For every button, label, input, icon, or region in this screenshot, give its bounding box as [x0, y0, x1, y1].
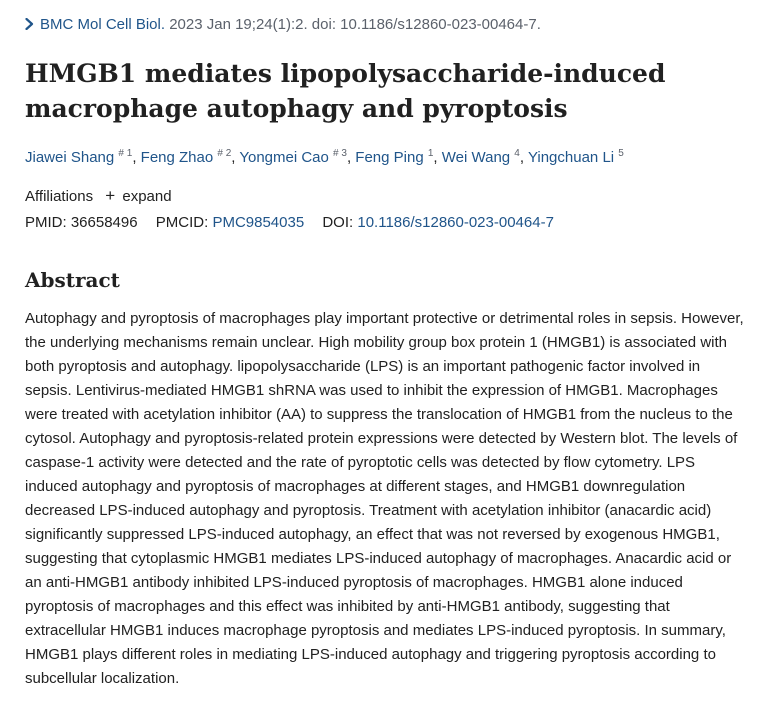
pmcid-label: PMCID:: [155, 214, 209, 231]
affiliations-toggle[interactable]: [25, 184, 172, 209]
identifiers: [25, 211, 554, 235]
journal-link[interactable]: BMC Mol Cell Biol.: [40, 16, 166, 33]
author-link[interactable]: Feng Zhao: [140, 149, 214, 166]
author-separator: ,: [519, 149, 528, 166]
author-link[interactable]: Wei Wang: [441, 149, 511, 166]
pmid-value: 36658496: [70, 214, 138, 231]
author-separator: ,: [346, 149, 356, 166]
author-affiliation-sup[interactable]: # 1: [118, 148, 133, 159]
author-affiliation-sup[interactable]: 1: [427, 148, 434, 159]
affiliations-label: Affiliations: [25, 188, 94, 205]
chevron-right-icon[interactable]: [25, 15, 34, 35]
plus-icon[interactable]: +: [105, 186, 116, 205]
author-affiliation-sup[interactable]: # 3: [333, 148, 347, 159]
author-link[interactable]: Yongmei Cao: [239, 149, 329, 166]
author-separator: ,: [132, 149, 141, 166]
article-title: HMGB1 mediates lipopolysaccharide-induced macrophage autophagy and pyroptosis: [25, 59, 666, 123]
author-affiliation-sup[interactable]: 5: [618, 148, 624, 159]
author-affiliation-sup[interactable]: 4: [514, 148, 520, 159]
pmcid-link[interactable]: PMC9854035: [212, 214, 305, 231]
pmid-label: PMID:: [25, 214, 67, 231]
author-affiliation-sup[interactable]: # 2: [217, 148, 232, 159]
abstract-text: Autophagy and pyroptosis of macrophages play important protective or detrimental roles in sepsis. However, the underlying mechanisms remain unclear. High mobility group box protein 1 (HMGB1) is associated with both pyroptosis and autophagy. lipopolysaccharide (LPS) is an important pathogenic factor involved in sepsis. Lentivirus-mediated HMGB1 shRNA was used to inhibit the expression of HMGB1. Macrophages were treated with acetylation inhibitor (AA) to suppress the translocation of HMGB1 from the nucleus to the cytosol. Autophagy and pyroptosis-related protein expressions were detected by Western blot. The levels of caspase-1 activity were detected and the rate of pyroptotic cells was detected by flow cytometry. LPS induced autophagy and pyroptosis of macrophages at different stages, and HMGB1 downregulation decreased LPS-induced autophagy and pyroptosis. Treatment with acetylation inhibitor (anacardic acid) significantly suppressed LPS-induced autophagy, an effect that was not reversed by exogenous HMGB1, suggesting that cytoplasmic HMGB1 mediates LPS-induced autophagy of macrophages. Anacardic acid or an anti-HMGB1 antibody inhibited LPS-induced pyroptosis of macrophages. HMGB1 alone induced pyroptosis of macrophages and this effect was inhibited by anti-HMGB1 antibody, suggesting that extracellular HMGB1 induces macrophage pyroptosis and mediates LPS-induced pyroptosis. In summary, HMGB1 plays different roles in mediating LPS-induced autophagy and triggering pyroptosis according to subcellular localization.: [25, 310, 744, 687]
author-separator: ,: [433, 149, 442, 166]
author-list: [25, 146, 755, 170]
expand-button[interactable]: expand: [122, 188, 172, 205]
abstract-heading: Abstract: [25, 268, 120, 292]
citation-details: 2023 Jan 19;24(1):2. doi: 10.1186/s12860-023-00464-7.: [165, 16, 541, 33]
citation-line: [25, 15, 541, 35]
author-separator: ,: [231, 149, 240, 166]
author-link[interactable]: Feng Ping: [355, 149, 424, 166]
doi-link[interactable]: 10.1186/s12860-023-00464-7: [357, 214, 554, 231]
doi-label: DOI:: [322, 214, 354, 231]
author-link[interactable]: Jiawei Shang: [25, 149, 115, 166]
author-link[interactable]: Yingchuan Li: [527, 149, 615, 166]
